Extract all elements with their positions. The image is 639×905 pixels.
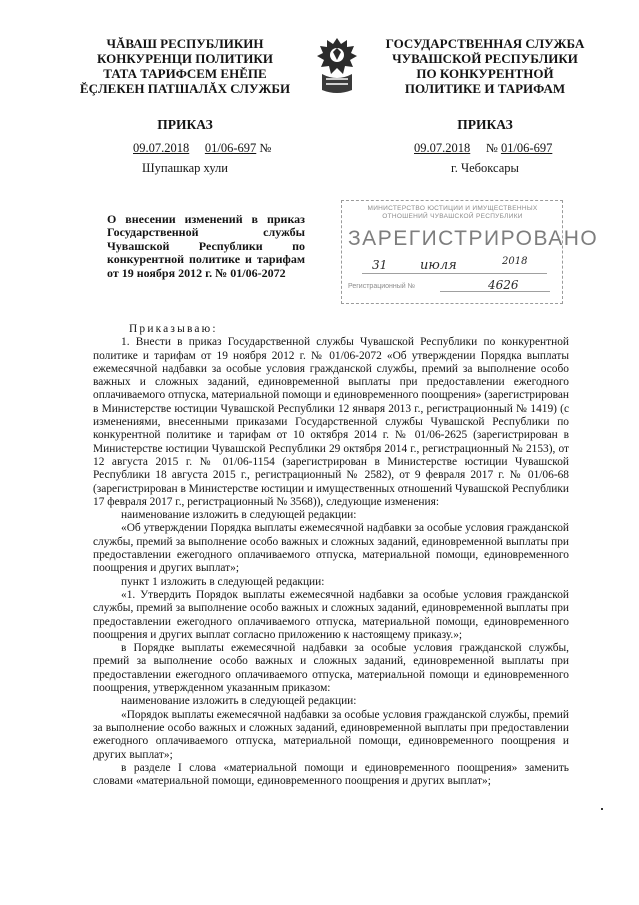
left-order-date: 09.07.2018 (133, 141, 190, 155)
right-order-date-row (414, 141, 552, 156)
stamp-reg-label: Регистрационный № (348, 283, 416, 290)
right-order-title: ПРИКАЗ (457, 117, 513, 132)
left-order-number: 01/06-697 (204, 141, 257, 155)
order-body (93, 323, 569, 788)
stamp-registered: ЗАРЕГИСТРИРОВАНО (348, 227, 599, 250)
body-paragraph: «Порядок выплаты ежемесячной надбавки за особые условия гражданской службы, премий за выполнение особо важных и сложных заданий, единовременной выплаты при предоставлении ежегодного оплачиваемого отпуска, материальной помощи, единовременного поощрения и других выплат»; (93, 708, 569, 761)
body-paragraph: в Порядке выплаты ежемесячной надбавки за особые условия гражданской службы, премий за выполнение особо важных и сложных заданий, единовременной выплаты при предоставлении ежегодного оплачиваемого отпуска, материальной помощи и единовременного поощрения, утвержденном указанным приказом: (93, 642, 569, 695)
order-directive: Приказываю: (129, 323, 218, 335)
left-place: Шупашкар хули (142, 161, 228, 175)
scan-dot (601, 808, 603, 810)
body-paragraph: «1. Утвердить Порядок выплаты ежемесячной надбавки за особые условия гражданской службы, премий за выполнение особо важных и сложных заданий, единовременной выплаты при предоставлении ежегодного оплачиваемого отпуска, материальной помощи, единовременного поощрения и других выплат согласно приложению к настоящему приказу.»; (93, 588, 569, 641)
body-paragraph: в разделе I слова «материальной помощи и единовременного поощрения» заменить словами «материальной помощи, единовременного поощрения и других выплат»; (93, 761, 569, 788)
stamp-year: 2018 (502, 256, 528, 267)
chuvash-emblem-icon (312, 34, 362, 96)
left-order-title: ПРИКАЗ (157, 117, 213, 132)
right-header (370, 36, 600, 96)
registration-stamp (341, 200, 599, 304)
right-header-line: ПОЛИТИКЕ И ТАРИФАМ (404, 81, 566, 96)
body-paragraph: «Об утверждении Порядка выплаты ежемесячной надбавки за особые условия гражданской службы, премий за выполнение особо важных и сложных заданий, единовременной выплаты при предоставлении ежегодного оплачиваемого отпуска, материальной помощи, единовременного поощрения и других выплат»; (93, 522, 569, 575)
left-order-date-row (133, 141, 271, 156)
left-header-line: ТАТА ТАРИФСЕМ ЕНĚПЕ (103, 66, 267, 81)
stamp-day: 31 (372, 258, 388, 272)
left-header (60, 36, 310, 96)
left-header-line: ЧĂВАШ РЕСПУБЛИКИН (106, 36, 264, 51)
body-paragraph: пункт 1 изложить в следующей редакции: (121, 575, 325, 588)
order-subject: О внесении изменений в приказ Государственной службы Чувашской Республики по конкурентной политике и тарифам от 19 ноября 2012 г. № 01/06-2072 (107, 212, 305, 280)
body-paragraph: 1. Внести в приказ Государственной службы Чувашской Республики по конкурентной политике и тарифам от 19 ноября 2012 г. № 01/06-2072 «Об утверждении Порядка выплаты ежемесячной надбавки за особые условия гражданской службы, премий за выполнение особо важных и сложных заданий, единовременной выплаты при предоставлении ежегодного оплачиваемого отпуска, материальной помощи и единовременного поощрения» (зарегистрирован в Министерстве юстиции Чувашской Республики 12 января 2013 г., регистрационный № 1419) (с изменениями, внесенными приказами Государственной службы Чувашской Республики по конкурентной политике и тарифам от 10 октября 2014 г. № 01/06-2625 (зарегистрирован в Министерстве юстиции Чувашской Республики 29 октября 2014 г., регистрационный № 2153), от 12 августа 2015 г. № 01/06-1154 (зарегистрирован в Министерстве юстиции Чувашской Республики 18 августа 2015 г., регистрационный № 2582), от 9 февраля 2017 г. № 01/06-68 (зарегистрирован в Министерстве юстиции и имущественных отношений Чувашской Республики 17 февраля 2017 г., регистрационный № 3568)), следующие изменения: (93, 336, 569, 508)
left-header-line: КОНКУРЕНЦИ ПОЛИТИКИ (97, 51, 273, 66)
stamp-reg-number: 4626 (488, 278, 519, 292)
right-number-sign: № (485, 141, 498, 155)
left-number-sign: № (259, 141, 272, 155)
body-paragraph: наименование изложить в следующей редакции: (121, 695, 357, 708)
left-header-line: ĔÇЛЕКЕН ПАТШАЛĂХ СЛУЖБИ (79, 81, 291, 96)
right-header-line: ПО КОНКУРЕНТНОЙ (416, 66, 554, 81)
stamp-month: июля (420, 258, 457, 273)
right-header-line: ЧУВАШСКОЙ РЕСПУБЛИКИ (392, 51, 578, 66)
stamp-ministry: МИНИСТЕРСТВО ЮСТИЦИИ И ИМУЩЕСТВЕННЫХ ОТНОШЕНИЙ ЧУВАШСКОЙ РЕСПУБЛИКИ (367, 205, 538, 220)
body-paragraph: наименование изложить в следующей редакции: (121, 509, 357, 522)
right-order-date: 09.07.2018 (414, 141, 471, 155)
right-order-number: 01/06-697 (500, 141, 553, 155)
right-header-line: ГОСУДАРСТВЕННАЯ СЛУЖБА (385, 36, 585, 51)
right-place: г. Чебоксары (451, 161, 519, 175)
